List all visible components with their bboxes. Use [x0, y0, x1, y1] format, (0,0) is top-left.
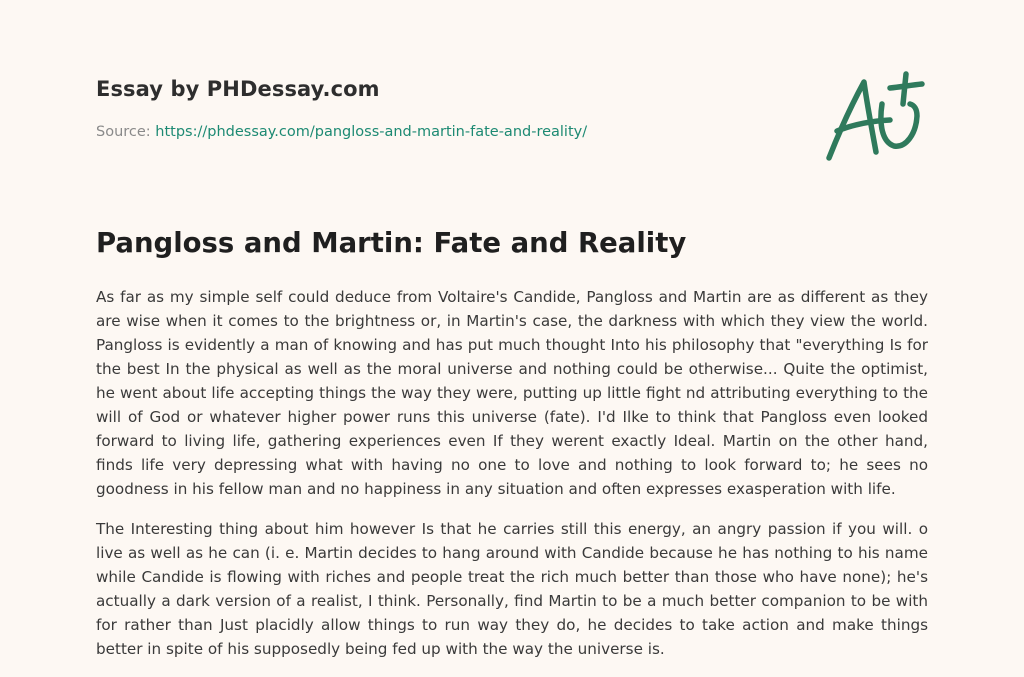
essay-body — [96, 285, 928, 677]
source-line — [96, 124, 587, 140]
essay-paragraph: As far as my simple self could deduce from Voltaire's Candide, Pangloss and Martin are as different as they are wise when it comes to the brightness or, in Martin's case, the darkness with which they view the world. Pangloss is evidently a man of knowing and has put much thought Into his philosophy that "everything Is for the best In the physical as well as the moral universe and nothing could be otherwise... Quite the optimist, he went about life accepting things the way they were, putting up little fight nd attributing everything to the will of God or whatever higher power runs this universe (fate). I'd Ilke to think that Pangloss even looked forward to living life, gathering experiences even If they werent exactly Ideal. Martin on the other hand, finds life very depressing what with having no one to love and nothing to look forward to; he sees no goodness in his fellow man and no happiness in any situation and often expresses exasperation with life. — [96, 288, 928, 498]
essay-title: Pangloss and Martin: Fate and Reality — [96, 227, 687, 259]
source-link[interactable]: https://phdessay.com/pangloss-and-martin-fate-and-reality/ — [155, 124, 588, 140]
essay-paragraph: The Interesting thing about him however Is that he carries still this energy, an angry passion if you will. o live as well as he can (i. e. Martin decides to hang around with Candide because he has nothing to his name while Candide is flowing with riches and people treat the rich much better than those who have none); he's actually a dark version of a realist, I think. Personally, find Martin to be a much better companion to be with for rather than Just placidly allow things to run way they do, he decides to take action and make things better in spite of his supposedly being fed up with the way the universe is. — [96, 520, 928, 658]
site-title: Essay by PHDessay.com — [96, 77, 380, 101]
source-label: Source: — [96, 124, 156, 140]
a-plus-logo-icon — [822, 68, 930, 166]
